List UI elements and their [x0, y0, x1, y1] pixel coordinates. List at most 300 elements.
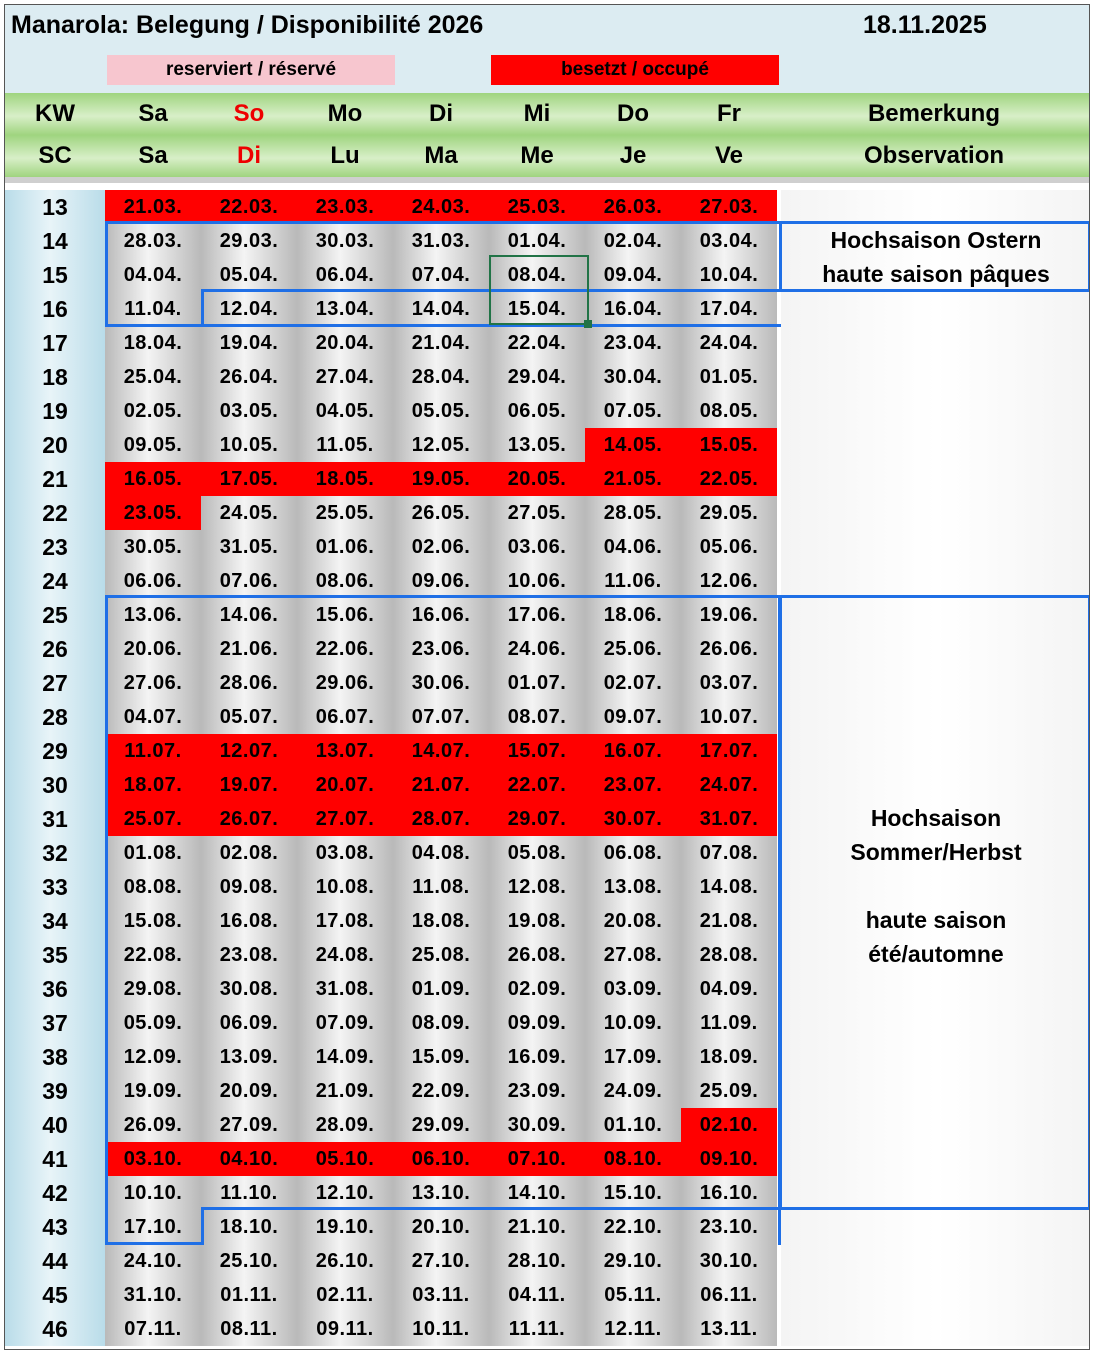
day-cell[interactable]: 20.08. — [585, 904, 681, 938]
week-number[interactable]: 28 — [5, 700, 105, 734]
day-cell[interactable]: 11.05. — [297, 428, 393, 462]
day-cell[interactable]: 08.08. — [105, 870, 201, 904]
day-cell[interactable]: 20.10. — [393, 1210, 489, 1244]
day-cell[interactable]: 27.08. — [585, 938, 681, 972]
day-cell[interactable]: 16.08. — [201, 904, 297, 938]
week-number[interactable]: 44 — [5, 1244, 105, 1278]
observation-cell[interactable] — [781, 1312, 1090, 1346]
day-cell[interactable]: 18.08. — [393, 904, 489, 938]
day-cell[interactable]: 22.04. — [489, 326, 585, 360]
observation-cell[interactable] — [781, 190, 1090, 224]
day-cell[interactable]: 09.06. — [393, 564, 489, 598]
week-number[interactable]: 29 — [5, 734, 105, 768]
observation-cell[interactable] — [781, 394, 1090, 428]
day-cell[interactable]: 04.11. — [489, 1278, 585, 1312]
day-cell[interactable]: 14.08. — [681, 870, 777, 904]
day-cell[interactable]: 28.08. — [681, 938, 777, 972]
day-cell[interactable]: 10.11. — [393, 1312, 489, 1346]
day-cell[interactable]: 28.09. — [297, 1108, 393, 1142]
day-cell[interactable]: 21.08. — [681, 904, 777, 938]
day-cell[interactable]: 02.06. — [393, 530, 489, 564]
observation-cell[interactable] — [781, 462, 1090, 496]
day-cell[interactable]: 31.10. — [105, 1278, 201, 1312]
day-cell-occupied[interactable]: 31.07. — [681, 802, 777, 836]
day-cell[interactable]: 11.08. — [393, 870, 489, 904]
week-number[interactable]: 13 — [5, 190, 105, 224]
week-number[interactable]: 42 — [5, 1176, 105, 1210]
week-number[interactable]: 40 — [5, 1108, 105, 1142]
day-cell[interactable]: 22.06. — [297, 632, 393, 666]
week-number[interactable]: 16 — [5, 292, 105, 326]
day-cell-occupied[interactable]: 16.05. — [105, 462, 201, 496]
day-cell-occupied[interactable]: 23.03. — [297, 190, 393, 224]
day-cell[interactable]: 25.09. — [681, 1074, 777, 1108]
day-cell[interactable]: 05.08. — [489, 836, 585, 870]
day-cell[interactable]: 02.08. — [201, 836, 297, 870]
day-cell[interactable]: 29.08. — [105, 972, 201, 1006]
day-cell-occupied[interactable]: 04.10. — [201, 1142, 297, 1176]
day-cell[interactable]: 11.09. — [681, 1006, 777, 1040]
day-cell[interactable]: 06.04. — [297, 258, 393, 292]
day-cell[interactable]: 24.08. — [297, 938, 393, 972]
day-cell[interactable]: 07.05. — [585, 394, 681, 428]
day-cell[interactable]: 19.08. — [489, 904, 585, 938]
column-header-fr-8: Observation — [777, 135, 1090, 177]
day-cell[interactable]: 09.07. — [585, 700, 681, 734]
day-cell[interactable]: 01.11. — [201, 1278, 297, 1312]
day-cell[interactable]: 11.10. — [201, 1176, 297, 1210]
day-cell[interactable]: 01.08. — [105, 836, 201, 870]
week-number[interactable]: 26 — [5, 632, 105, 666]
day-cell[interactable]: 08.04. — [489, 258, 585, 292]
day-cell[interactable]: 03.06. — [489, 530, 585, 564]
day-cell[interactable]: 24.06. — [489, 632, 585, 666]
day-cell-occupied[interactable]: 18.07. — [105, 768, 201, 802]
week-number[interactable]: 25 — [5, 598, 105, 632]
day-cell-occupied[interactable]: 17.05. — [201, 462, 297, 496]
day-cell-occupied[interactable]: 23.07. — [585, 768, 681, 802]
column-header-de-1: Sa — [105, 93, 201, 135]
day-cell[interactable]: 11.11. — [489, 1312, 585, 1346]
day-cell[interactable]: 08.05. — [681, 394, 777, 428]
day-cell[interactable]: 14.09. — [297, 1040, 393, 1074]
observation-cell[interactable] — [781, 428, 1090, 462]
day-cell[interactable]: 15.06. — [297, 598, 393, 632]
column-header-fr-1: Sa — [105, 135, 201, 177]
day-cell[interactable]: 06.09. — [201, 1006, 297, 1040]
day-cell[interactable]: 08.09. — [393, 1006, 489, 1040]
day-cell[interactable]: 05.06. — [681, 530, 777, 564]
day-cell[interactable]: 14.04. — [393, 292, 489, 326]
day-cell[interactable]: 29.03. — [201, 224, 297, 258]
week-number[interactable]: 34 — [5, 904, 105, 938]
day-cell-occupied[interactable]: 02.10. — [681, 1108, 777, 1142]
day-cell[interactable]: 13.11. — [681, 1312, 777, 1346]
day-cell-occupied[interactable]: 30.07. — [585, 802, 681, 836]
day-cell-occupied[interactable]: 27.03. — [681, 190, 777, 224]
day-cell[interactable]: 21.09. — [297, 1074, 393, 1108]
day-cell[interactable]: 21.04. — [393, 326, 489, 360]
day-cell[interactable]: 05.11. — [585, 1278, 681, 1312]
week-number[interactable]: 24 — [5, 564, 105, 598]
column-header-de-5: Mi — [489, 93, 585, 135]
day-cell-occupied[interactable]: 05.10. — [297, 1142, 393, 1176]
week-number[interactable]: 30 — [5, 768, 105, 802]
day-cell[interactable]: 03.05. — [201, 394, 297, 428]
observation-cell[interactable] — [781, 1244, 1090, 1278]
day-cell[interactable]: 28.05. — [585, 496, 681, 530]
day-cell[interactable]: 21.06. — [201, 632, 297, 666]
day-cell-occupied[interactable]: 19.07. — [201, 768, 297, 802]
day-cell[interactable]: 23.06. — [393, 632, 489, 666]
day-cell[interactable]: 18.06. — [585, 598, 681, 632]
day-cell-occupied[interactable]: 24.07. — [681, 768, 777, 802]
day-cell[interactable]: 18.10. — [201, 1210, 297, 1244]
day-cell[interactable]: 10.10. — [105, 1176, 201, 1210]
day-cell-occupied[interactable]: 21.07. — [393, 768, 489, 802]
day-cell[interactable]: 09.08. — [201, 870, 297, 904]
day-cell[interactable]: 15.09. — [393, 1040, 489, 1074]
week-number[interactable]: 39 — [5, 1074, 105, 1108]
day-cell[interactable]: 17.08. — [297, 904, 393, 938]
day-cell-occupied[interactable]: 25.03. — [489, 190, 585, 224]
day-cell-occupied[interactable]: 09.10. — [681, 1142, 777, 1176]
observation-cell[interactable] — [781, 530, 1090, 564]
week-number[interactable]: 38 — [5, 1040, 105, 1074]
day-cell[interactable]: 13.09. — [201, 1040, 297, 1074]
day-cell[interactable]: 03.09. — [585, 972, 681, 1006]
day-cell[interactable]: 04.09. — [681, 972, 777, 1006]
observation-cell[interactable] — [781, 326, 1090, 360]
day-cell[interactable]: 24.04. — [681, 326, 777, 360]
day-cell[interactable]: 04.06. — [585, 530, 681, 564]
day-cell[interactable]: 19.04. — [201, 326, 297, 360]
day-cell[interactable]: 01.05. — [681, 360, 777, 394]
day-cell[interactable]: 03.07. — [681, 666, 777, 700]
day-cell-occupied[interactable]: 21.05. — [585, 462, 681, 496]
day-cell[interactable]: 30.10. — [681, 1244, 777, 1278]
day-cell[interactable]: 10.09. — [585, 1006, 681, 1040]
day-cell[interactable]: 07.04. — [393, 258, 489, 292]
week-number[interactable]: 31 — [5, 802, 105, 836]
day-cell-occupied[interactable]: 27.07. — [297, 802, 393, 836]
day-cell[interactable]: 28.10. — [489, 1244, 585, 1278]
day-cell[interactable]: 12.05. — [393, 428, 489, 462]
day-cell[interactable]: 14.10. — [489, 1176, 585, 1210]
observation-cell[interactable] — [781, 564, 1090, 598]
day-cell[interactable]: 04.05. — [297, 394, 393, 428]
day-cell[interactable]: 06.05. — [489, 394, 585, 428]
day-cell[interactable]: 07.09. — [297, 1006, 393, 1040]
day-cell[interactable]: 19.10. — [297, 1210, 393, 1244]
day-cell[interactable]: 26.09. — [105, 1108, 201, 1142]
day-cell[interactable]: 08.07. — [489, 700, 585, 734]
week-number[interactable]: 14 — [5, 224, 105, 258]
week-number[interactable]: 37 — [5, 1006, 105, 1040]
day-cell[interactable]: 06.07. — [297, 700, 393, 734]
day-cell[interactable]: 25.05. — [297, 496, 393, 530]
day-cell[interactable]: 26.08. — [489, 938, 585, 972]
day-cell[interactable]: 17.04. — [681, 292, 777, 326]
day-cell[interactable]: 29.09. — [393, 1108, 489, 1142]
day-cell[interactable]: 10.05. — [201, 428, 297, 462]
day-cell[interactable]: 12.06. — [681, 564, 777, 598]
day-cell[interactable]: 01.06. — [297, 530, 393, 564]
column-header-fr-2: Di — [201, 135, 297, 177]
day-cell[interactable]: 12.04. — [201, 292, 297, 326]
observation-cell[interactable] — [781, 360, 1090, 394]
day-cell-occupied[interactable]: 11.07. — [105, 734, 201, 768]
week-number[interactable]: 36 — [5, 972, 105, 1006]
day-cell-occupied[interactable]: 13.07. — [297, 734, 393, 768]
day-cell[interactable]: 30.05. — [105, 530, 201, 564]
day-cell[interactable]: 30.03. — [297, 224, 393, 258]
day-cell-occupied[interactable]: 23.05. — [105, 496, 201, 530]
day-cell[interactable]: 11.04. — [105, 292, 201, 326]
day-cell-occupied[interactable]: 26.03. — [585, 190, 681, 224]
day-cell[interactable]: 03.04. — [681, 224, 777, 258]
day-cell[interactable]: 30.09. — [489, 1108, 585, 1142]
day-cell[interactable]: 10.04. — [681, 258, 777, 292]
day-cell[interactable]: 17.06. — [489, 598, 585, 632]
week-number[interactable]: 35 — [5, 938, 105, 972]
day-cell-occupied[interactable]: 29.07. — [489, 802, 585, 836]
week-row — [5, 1312, 1090, 1346]
week-number[interactable]: 22 — [5, 496, 105, 530]
week-number[interactable]: 43 — [5, 1210, 105, 1244]
day-cell[interactable]: 09.09. — [489, 1006, 585, 1040]
day-cell-occupied[interactable]: 20.05. — [489, 462, 585, 496]
day-cell-occupied[interactable]: 03.10. — [105, 1142, 201, 1176]
day-cell-occupied[interactable]: 14.05. — [585, 428, 681, 462]
day-cell[interactable]: 05.09. — [105, 1006, 201, 1040]
day-cell[interactable]: 26.10. — [297, 1244, 393, 1278]
day-cell[interactable]: 13.06. — [105, 598, 201, 632]
day-cell[interactable]: 13.08. — [585, 870, 681, 904]
day-cell-occupied[interactable]: 22.05. — [681, 462, 777, 496]
day-cell[interactable]: 02.07. — [585, 666, 681, 700]
week-number[interactable]: 19 — [5, 394, 105, 428]
week-number[interactable]: 32 — [5, 836, 105, 870]
column-header-fr-7: Ve — [681, 135, 777, 177]
day-cell[interactable]: 08.11. — [201, 1312, 297, 1346]
day-cell[interactable]: 16.06. — [393, 598, 489, 632]
day-cell[interactable]: 31.03. — [393, 224, 489, 258]
observation-cell[interactable] — [781, 292, 1090, 326]
day-cell[interactable]: 15.08. — [105, 904, 201, 938]
day-cell[interactable]: 11.06. — [585, 564, 681, 598]
day-cell-occupied[interactable]: 22.03. — [201, 190, 297, 224]
day-cell[interactable]: 24.05. — [201, 496, 297, 530]
day-cell[interactable]: 23.10. — [681, 1210, 777, 1244]
day-cell[interactable]: 20.06. — [105, 632, 201, 666]
day-cell[interactable]: 13.04. — [297, 292, 393, 326]
observation-cell[interactable] — [781, 1210, 1090, 1244]
day-cell[interactable]: 02.09. — [489, 972, 585, 1006]
day-cell[interactable]: 05.04. — [201, 258, 297, 292]
day-cell[interactable]: 22.10. — [585, 1210, 681, 1244]
day-cell[interactable]: 10.07. — [681, 700, 777, 734]
day-cell[interactable]: 26.04. — [201, 360, 297, 394]
observation-cell[interactable] — [781, 496, 1090, 530]
day-cell[interactable]: 30.04. — [585, 360, 681, 394]
day-cell[interactable]: 12.11. — [585, 1312, 681, 1346]
day-cell[interactable]: 30.06. — [393, 666, 489, 700]
week-number[interactable]: 20 — [5, 428, 105, 462]
week-number[interactable]: 18 — [5, 360, 105, 394]
day-cell[interactable]: 12.09. — [105, 1040, 201, 1074]
day-cell[interactable]: 13.10. — [393, 1176, 489, 1210]
day-cell-occupied[interactable]: 25.07. — [105, 802, 201, 836]
day-cell[interactable]: 28.04. — [393, 360, 489, 394]
day-cell[interactable]: 05.07. — [201, 700, 297, 734]
day-cell[interactable]: 07.08. — [681, 836, 777, 870]
week-number[interactable]: 33 — [5, 870, 105, 904]
day-cell-occupied[interactable]: 07.10. — [489, 1142, 585, 1176]
week-number[interactable]: 21 — [5, 462, 105, 496]
day-cell[interactable]: 17.09. — [585, 1040, 681, 1074]
day-cell-occupied[interactable]: 15.05. — [681, 428, 777, 462]
day-cell[interactable]: 24.10. — [105, 1244, 201, 1278]
day-cell[interactable]: 27.05. — [489, 496, 585, 530]
day-cell[interactable]: 25.04. — [105, 360, 201, 394]
day-cell[interactable]: 01.04. — [489, 224, 585, 258]
day-cell-occupied[interactable]: 21.03. — [105, 190, 201, 224]
day-cell[interactable]: 04.07. — [105, 700, 201, 734]
day-cell[interactable]: 07.07. — [393, 700, 489, 734]
week-number[interactable]: 27 — [5, 666, 105, 700]
day-cell[interactable]: 14.06. — [201, 598, 297, 632]
day-cell[interactable]: 10.06. — [489, 564, 585, 598]
day-cell-occupied[interactable]: 08.10. — [585, 1142, 681, 1176]
day-cell[interactable]: 01.10. — [585, 1108, 681, 1142]
day-cell[interactable]: 27.04. — [297, 360, 393, 394]
day-cell[interactable]: 25.08. — [393, 938, 489, 972]
day-cell[interactable]: 02.05. — [105, 394, 201, 428]
day-cell[interactable]: 23.04. — [585, 326, 681, 360]
day-cell[interactable]: 26.06. — [681, 632, 777, 666]
selected-cell-outline[interactable] — [489, 255, 589, 325]
day-cell-occupied[interactable]: 12.07. — [201, 734, 297, 768]
day-cell[interactable]: 15.10. — [585, 1176, 681, 1210]
day-cell[interactable]: 09.05. — [105, 428, 201, 462]
day-cell[interactable]: 18.09. — [681, 1040, 777, 1074]
day-cell[interactable]: 29.05. — [681, 496, 777, 530]
day-cell[interactable]: 15.04. — [489, 292, 585, 326]
day-cell[interactable]: 04.08. — [393, 836, 489, 870]
day-cell[interactable]: 02.04. — [585, 224, 681, 258]
day-cell-occupied[interactable]: 16.07. — [585, 734, 681, 768]
day-cell[interactable]: 09.04. — [585, 258, 681, 292]
day-cell-occupied[interactable]: 28.07. — [393, 802, 489, 836]
day-cell[interactable]: 13.05. — [489, 428, 585, 462]
day-cell[interactable]: 03.08. — [297, 836, 393, 870]
week-number[interactable]: 46 — [5, 1312, 105, 1346]
day-cell-occupied[interactable]: 17.07. — [681, 734, 777, 768]
day-cell-occupied[interactable]: 22.07. — [489, 768, 585, 802]
selection-fill-handle[interactable] — [584, 320, 592, 328]
day-cell-occupied[interactable]: 26.07. — [201, 802, 297, 836]
legend-reserved: reserviert / réservé — [107, 55, 395, 85]
day-cell[interactable]: 29.06. — [297, 666, 393, 700]
day-cell[interactable]: 09.11. — [297, 1312, 393, 1346]
day-cell[interactable]: 12.10. — [297, 1176, 393, 1210]
week-number[interactable]: 45 — [5, 1278, 105, 1312]
week-number[interactable]: 23 — [5, 530, 105, 564]
day-cell[interactable]: 19.09. — [105, 1074, 201, 1108]
day-cell[interactable]: 03.11. — [393, 1278, 489, 1312]
day-cell[interactable]: 27.09. — [201, 1108, 297, 1142]
day-cell[interactable]: 02.11. — [297, 1278, 393, 1312]
day-cell[interactable]: 25.10. — [201, 1244, 297, 1278]
day-cell[interactable]: 05.05. — [393, 394, 489, 428]
week-number[interactable]: 15 — [5, 258, 105, 292]
observation-cell[interactable] — [781, 1278, 1090, 1312]
day-cell[interactable]: 23.08. — [201, 938, 297, 972]
day-cell[interactable]: 28.03. — [105, 224, 201, 258]
day-cell[interactable]: 19.06. — [681, 598, 777, 632]
day-cell-occupied[interactable]: 18.05. — [297, 462, 393, 496]
day-cell[interactable]: 06.11. — [681, 1278, 777, 1312]
note-easter-fr: haute saison pâques — [822, 261, 1050, 287]
day-cell[interactable]: 04.04. — [105, 258, 201, 292]
day-cell[interactable]: 26.05. — [393, 496, 489, 530]
day-cell[interactable]: 20.09. — [201, 1074, 297, 1108]
day-cell-occupied[interactable]: 14.07. — [393, 734, 489, 768]
day-cell[interactable]: 24.09. — [585, 1074, 681, 1108]
day-cell[interactable]: 27.06. — [105, 666, 201, 700]
day-cell[interactable]: 01.09. — [393, 972, 489, 1006]
day-cell[interactable]: 23.09. — [489, 1074, 585, 1108]
day-cell[interactable]: 06.06. — [105, 564, 201, 598]
day-cell[interactable]: 22.08. — [105, 938, 201, 972]
day-cell[interactable]: 31.08. — [297, 972, 393, 1006]
day-cell[interactable]: 27.10. — [393, 1244, 489, 1278]
day-cell[interactable]: 29.04. — [489, 360, 585, 394]
day-cell[interactable]: 20.04. — [297, 326, 393, 360]
day-cell[interactable]: 06.08. — [585, 836, 681, 870]
day-cell[interactable]: 25.06. — [585, 632, 681, 666]
day-cell[interactable]: 31.05. — [201, 530, 297, 564]
day-cell[interactable]: 30.08. — [201, 972, 297, 1006]
day-cell[interactable]: 07.06. — [201, 564, 297, 598]
day-cell[interactable]: 28.06. — [201, 666, 297, 700]
day-cell-occupied[interactable]: 15.07. — [489, 734, 585, 768]
day-cell-occupied[interactable]: 20.07. — [297, 768, 393, 802]
week-number[interactable]: 41 — [5, 1142, 105, 1176]
day-cell[interactable]: 01.07. — [489, 666, 585, 700]
day-cell[interactable]: 18.04. — [105, 326, 201, 360]
day-cell[interactable]: 29.10. — [585, 1244, 681, 1278]
day-cell[interactable]: 10.08. — [297, 870, 393, 904]
note-summer-de-2: Sommer/Herbst — [850, 839, 1022, 865]
day-cell-occupied[interactable]: 19.05. — [393, 462, 489, 496]
day-cell[interactable]: 07.11. — [105, 1312, 201, 1346]
day-cell[interactable]: 16.10. — [681, 1176, 777, 1210]
day-cell-occupied[interactable]: 24.03. — [393, 190, 489, 224]
week-number[interactable]: 17 — [5, 326, 105, 360]
day-cell[interactable]: 16.04. — [585, 292, 681, 326]
day-cell-occupied[interactable]: 06.10. — [393, 1142, 489, 1176]
day-cell[interactable]: 16.09. — [489, 1040, 585, 1074]
column-header-de-6: Do — [585, 93, 681, 135]
day-cell[interactable]: 21.10. — [489, 1210, 585, 1244]
day-cell[interactable]: 17.10. — [105, 1210, 201, 1244]
day-cell[interactable]: 12.08. — [489, 870, 585, 904]
day-cell[interactable]: 22.09. — [393, 1074, 489, 1108]
column-header-de-3: Mo — [297, 93, 393, 135]
day-cell[interactable]: 08.06. — [297, 564, 393, 598]
